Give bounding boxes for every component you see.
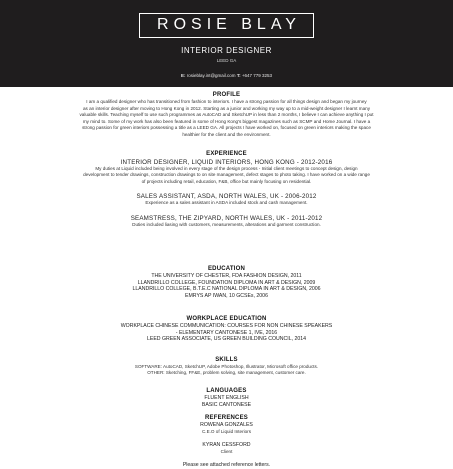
reference-name: KYRAN CESSFORD <box>202 442 251 448</box>
reference-role: C.E.O of Liquid Interiors <box>201 428 252 434</box>
contact-line <box>0 73 453 78</box>
section-title-workplace-education: WORKPLACE EDUCATION <box>186 316 267 322</box>
phone-label: T: <box>236 73 241 78</box>
education-section <box>0 266 453 299</box>
email-label: E: <box>181 73 186 78</box>
reference-role: Client <box>220 448 233 454</box>
workplace-entry: WORKPLACE CHINESE COMMUNICATION: COURSES FOR NON CHINESE SPEAKERS <box>120 323 333 329</box>
profile-line: my mind to. Some of my work has also been featured in some of Hong Kong's biggest magazines such as SCMP and Home Journal. I have a <box>82 118 371 124</box>
language-entry: BASIC CANTONESE <box>201 401 252 408</box>
languages-section <box>0 388 453 408</box>
job-description-line: development to tender drawings, construction drawings to on site management, defect stages to photo taking. I have worked on a wide range <box>83 172 370 178</box>
experience-section <box>0 151 453 228</box>
job-role: INTERIOR DESIGNER <box>181 46 272 55</box>
job-description-line: My duties at Liquid included being involved in every stage of the design process - Initial client meetings to concept design, design <box>95 166 358 171</box>
job-description-line: of projects including retail, education, F&B, office but mainly focusing on residential. <box>141 178 312 184</box>
profile-section <box>0 92 453 139</box>
phone-number[interactable]: +647 779 3253 <box>241 73 272 78</box>
language-entry: FLUENT ENGLISH <box>204 395 249 401</box>
skills-line: SOFTWARE: AutoCAD, SketchUP, Adobe Photoshop, Illustrator, Microsoft office products. <box>134 364 319 369</box>
header <box>0 0 453 87</box>
workplace-entry: LEED GREEN ASSOCIATE, US GREEN BUILDING COUNCIL, 2014 <box>146 336 307 343</box>
profile-line: as an interior designer after moving to Hong Kong in 2012. Starting as a junior and working my way up to a mid-weight designer I learnt many <box>82 105 370 111</box>
profile-line: strong passion for green interiors possessing a title as a LEED GA. All projects I have worked on, focused on green interiors making the space <box>82 125 371 131</box>
profile-line: valuable skills. Teaching myself to use such programmes as AutoCAD and SketchUP in less than 2 months, I believe I can achieve anything I put <box>79 112 374 118</box>
education-entry: EMRYS AP IWAN, 10 GCSEs, 2006 <box>185 292 268 299</box>
skills-section <box>0 357 453 377</box>
candidate-name: ROSIE BLAY <box>157 16 301 33</box>
section-title-skills: SKILLS <box>215 357 238 363</box>
job-title: SEAMSTRESS, THE ZIPYARD, NORTH WALES, UK - 2011-2012 <box>130 214 323 222</box>
section-title-references: REFERENCES <box>204 415 248 421</box>
profile-line: healthier for the client and the environment. <box>182 131 271 137</box>
section-title-profile: PROFILE <box>212 92 241 98</box>
reference-note: Please see attached reference letters. <box>182 462 271 468</box>
workplace-entry: - ELEMENTARY CANTONESE 1, IVE, 2016 <box>175 329 278 336</box>
job-title: SALES ASSISTANT, ASDA, NORTH WALES, UK - 2006-2012 <box>136 193 317 201</box>
education-entry: LLANDRILLO COLLEGE, FOUNDATION DIPLOMA IN ART & DESIGN, 2009 <box>137 279 316 286</box>
section-title-education: EDUCATION <box>207 266 246 272</box>
email-address[interactable]: rosieblay.int@gmail.com <box>186 73 236 78</box>
section-title-experience: EXPERIENCE <box>206 151 247 157</box>
job-title: INTERIOR DESIGNER, LIQUID INTERIORS, HONG KONG - 2012-2016 <box>120 159 333 166</box>
references-section <box>0 415 453 469</box>
reference-name: ROWENA GONZALES <box>200 422 253 428</box>
education-entry: THE UNIVERSITY OF CHESTER, FDA FASHION DESIGN, 2011 <box>151 273 302 279</box>
profile-line: I am a qualified designer who has transitioned from fashion to interiors. I have a strong passion for all things design and began my journey <box>86 99 367 104</box>
credential: LEED GA <box>216 58 237 63</box>
workplace-education-section <box>0 316 453 343</box>
section-title-languages: LANGUAGES <box>206 388 247 394</box>
job-description-line: Experience as a sales assistant in ASDA included stock and cash management. <box>145 200 308 206</box>
skills-line: OTHER: Sketching, FF&E, problem solving, site management, customer care. <box>147 370 306 376</box>
job-description-line: Duties included liasing with customers, measurements, alterations and garment construction. <box>132 221 321 227</box>
education-entry: LLANDRILLO COLLEGE, B.T.E.C NATIONAL DIPLOMA IN ART & DESIGN, 2006 <box>132 286 321 293</box>
